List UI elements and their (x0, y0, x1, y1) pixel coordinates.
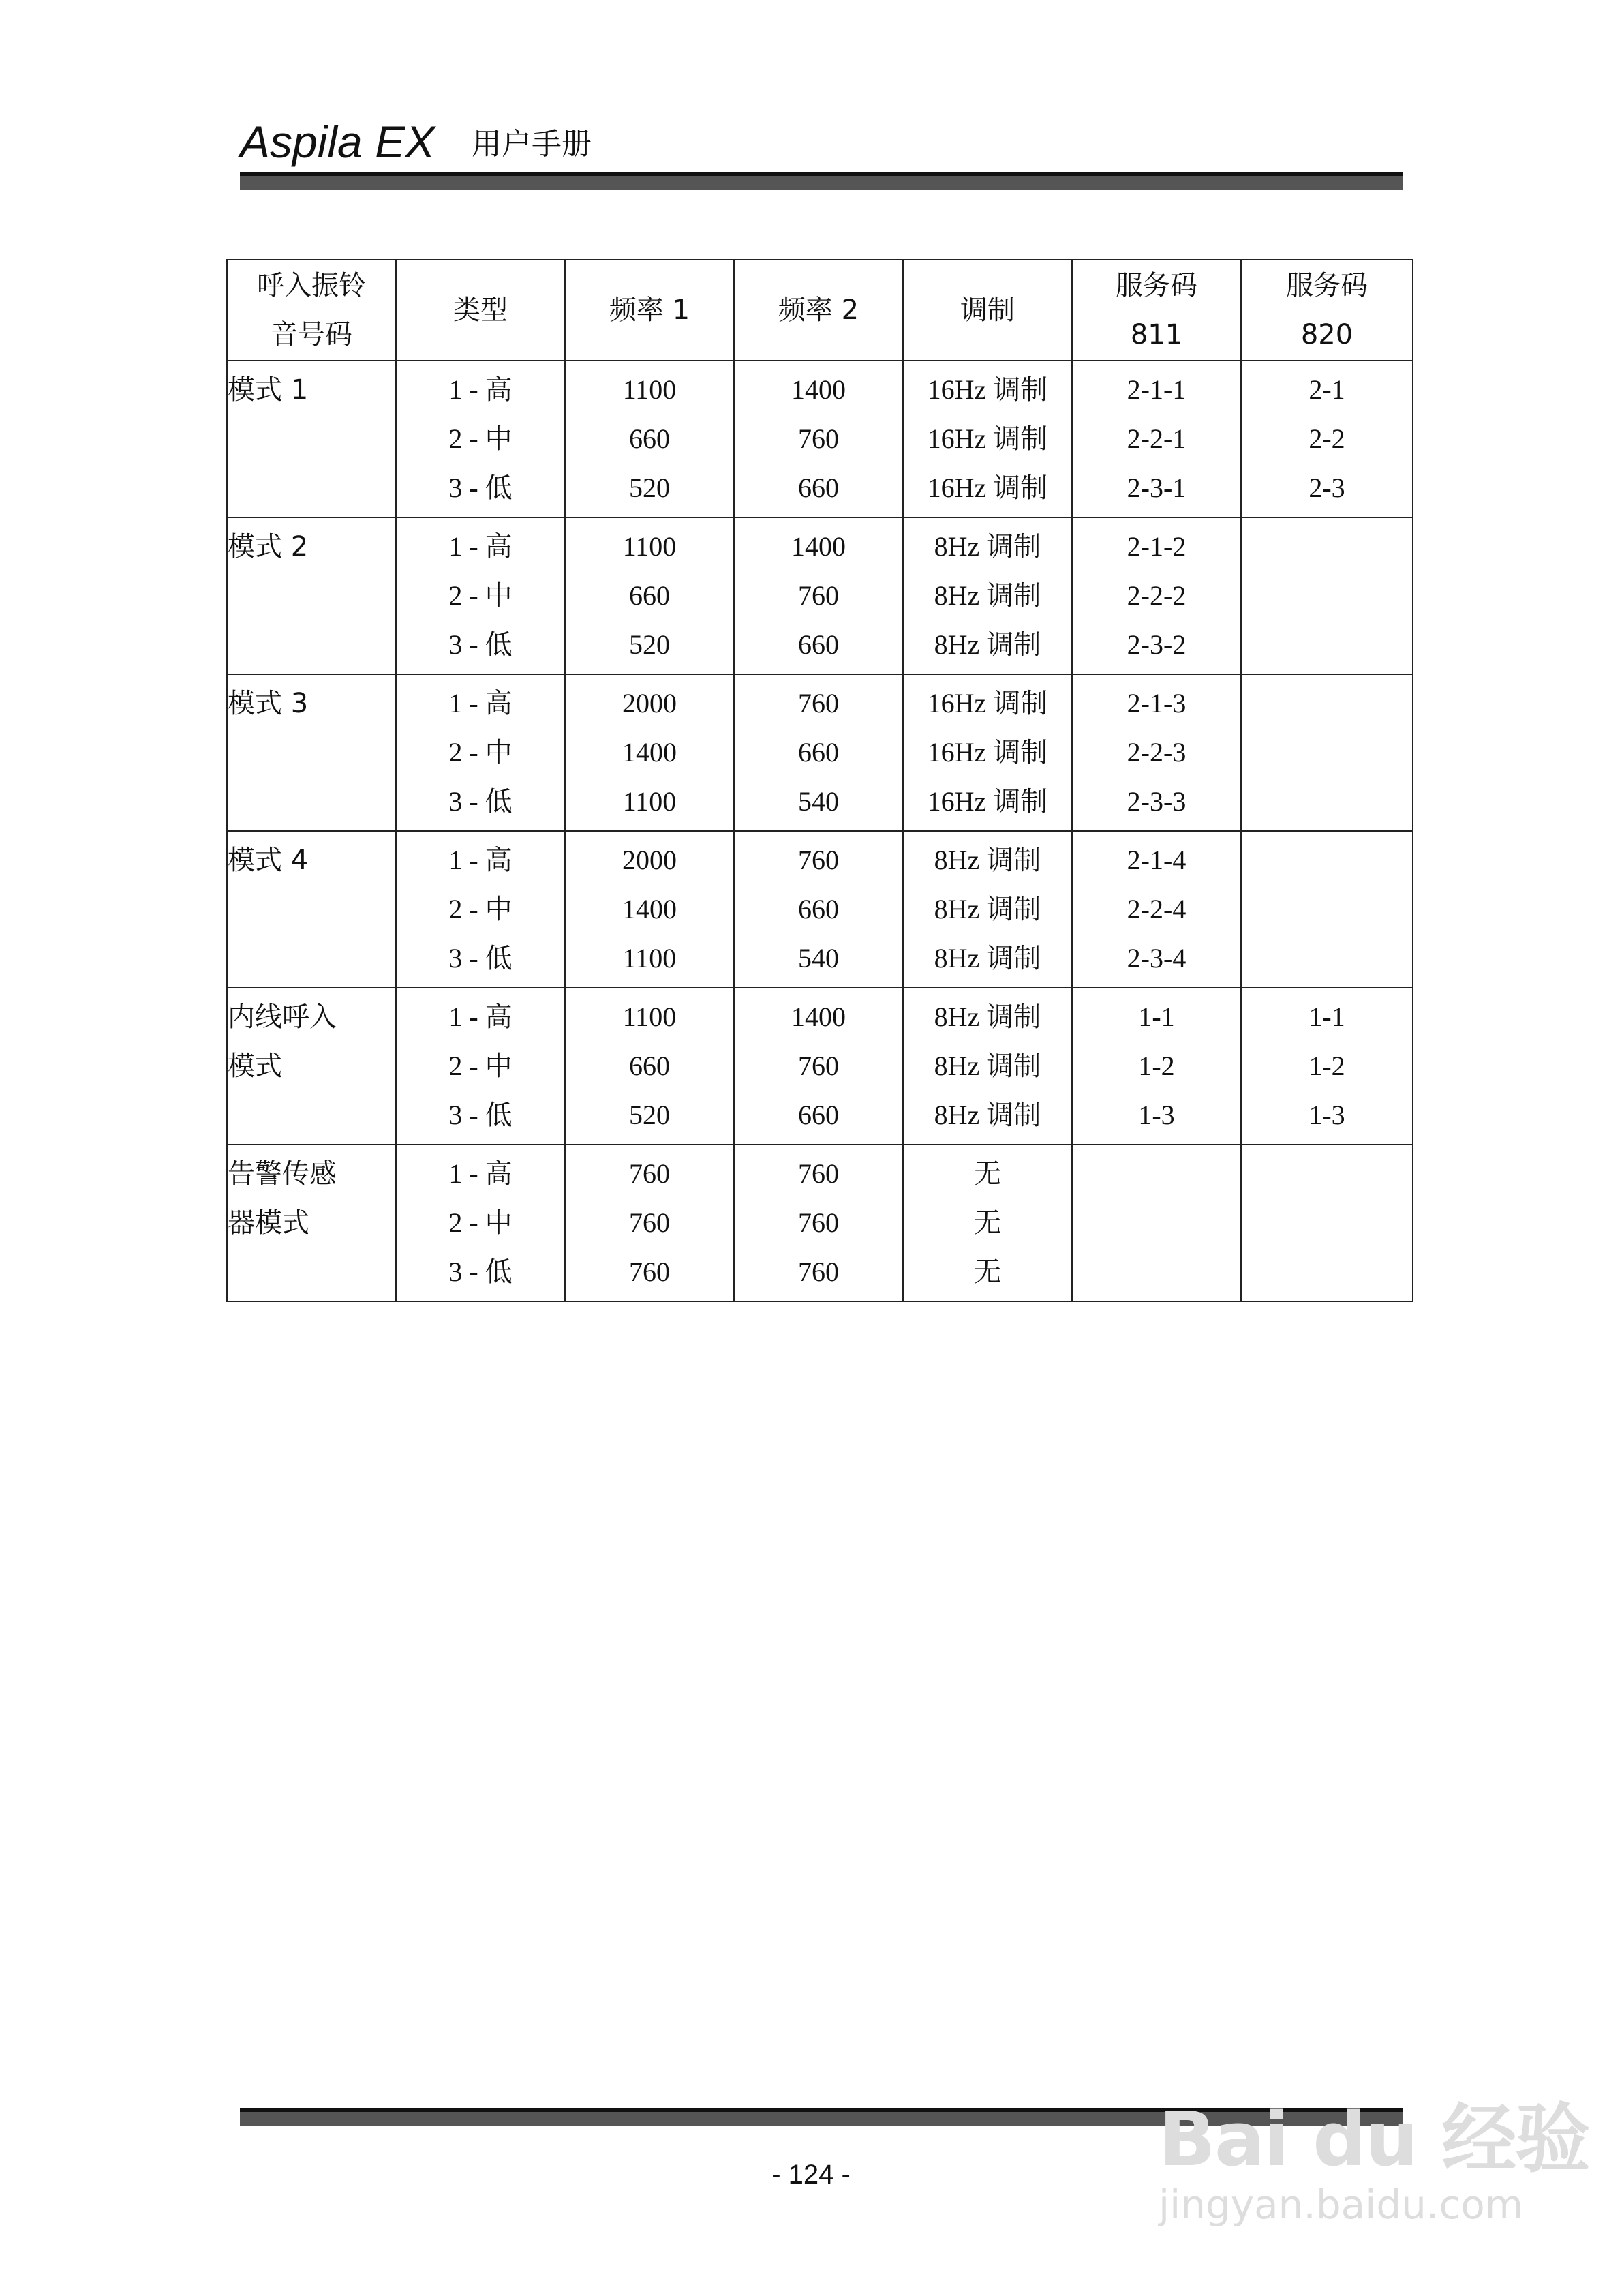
type-cell-line: 1 - 高 (448, 845, 512, 875)
header-label: 呼入振铃 (257, 270, 366, 301)
service-820-cell-line: 2-3 (1309, 472, 1345, 503)
freq1-cell-line: 1100 (622, 786, 677, 817)
type-cell-line: 1 - 高 (448, 688, 512, 719)
type-cell-line: 2 - 中 (448, 737, 512, 768)
service-820-cell-line: 2-1 (1309, 374, 1345, 405)
mode-cell-line: 器模式 (228, 1207, 309, 1239)
type-cell-line: 2 - 中 (448, 1051, 512, 1081)
freq1-cell-line: 1100 (622, 943, 677, 973)
service-811-cell (1072, 1145, 1241, 1301)
watermark-brand: Bai du 经验 (1159, 2096, 1589, 2183)
freq2-cell-line: 660 (798, 894, 839, 924)
service-820-cell (1241, 1145, 1413, 1301)
modulation-cell-line: 8Hz 调制 (934, 943, 1041, 973)
service-811-cell (1072, 988, 1241, 1145)
modulation-cell (903, 517, 1072, 674)
service-811-cell-line: 2-2-3 (1127, 737, 1187, 768)
freq2-cell-line: 660 (798, 737, 839, 768)
table-row (227, 831, 1413, 988)
header-label: 频率 1 (609, 294, 690, 326)
header-label: 调制 (960, 294, 1015, 326)
freq2-cell-line: 540 (798, 943, 839, 973)
freq1-cell-line: 1100 (622, 374, 677, 405)
modulation-cell (903, 831, 1072, 988)
modulation-cell-line: 无 (974, 1207, 1001, 1238)
modulation-cell-line: 8Hz 调制 (934, 629, 1041, 660)
freq2-cell-line: 760 (798, 845, 839, 875)
modulation-cell-line: 16Hz 调制 (927, 737, 1048, 768)
type-cell-line: 1 - 高 (448, 1001, 512, 1032)
type-cell (396, 831, 565, 988)
freq1-cell-line: 660 (629, 580, 670, 611)
type-cell-line: 1 - 高 (448, 531, 512, 562)
freq2-cell (734, 517, 903, 674)
header-ring-code (227, 260, 396, 361)
modulation-cell (903, 1145, 1072, 1301)
service-811-cell (1072, 361, 1241, 517)
service-811-cell-line: 2-3-1 (1127, 472, 1187, 503)
mode-cell-line: 模式 3 (228, 688, 309, 719)
freq2-cell-line: 760 (798, 580, 839, 611)
service-811-cell-line: 2-1-1 (1127, 374, 1187, 405)
freq1-cell (565, 674, 734, 831)
service-811-cell (1072, 517, 1241, 674)
mode-cell (227, 988, 396, 1145)
service-811-cell-line: 2-2-4 (1127, 894, 1187, 924)
service-820-cell-line: 2-2 (1309, 423, 1345, 454)
header-service-820 (1241, 260, 1413, 361)
service-820-cell (1241, 361, 1413, 517)
modulation-cell-line: 8Hz 调制 (934, 1051, 1041, 1081)
mode-cell-line: 模式 1 (228, 374, 309, 406)
freq1-cell-line: 1400 (622, 737, 677, 768)
freq2-cell (734, 1145, 903, 1301)
type-cell-line: 2 - 中 (448, 1207, 512, 1238)
service-820-cell-line: 1-3 (1309, 1100, 1345, 1130)
freq2-cell (734, 361, 903, 517)
freq2-cell-line: 760 (798, 1051, 839, 1081)
freq2-cell-line: 1400 (791, 1001, 846, 1032)
freq1-cell (565, 988, 734, 1145)
table-header-row (227, 260, 1413, 361)
header-label: 820 (1300, 319, 1353, 350)
freq2-cell-line: 760 (798, 423, 839, 454)
page-number: - 124 - (771, 2160, 851, 2190)
freq1-cell-line: 1100 (622, 531, 677, 562)
service-811-cell-line: 2-3-2 (1127, 629, 1187, 660)
header-rule (240, 172, 1403, 190)
freq2-cell-line: 760 (798, 688, 839, 719)
header-label: 811 (1130, 319, 1183, 350)
modulation-cell (903, 674, 1072, 831)
header-label: 音号码 (271, 319, 352, 350)
page-header (240, 115, 1398, 169)
type-cell-line: 3 - 低 (448, 629, 512, 660)
freq2-cell (734, 831, 903, 988)
type-cell (396, 674, 565, 831)
mode-cell (227, 361, 396, 517)
service-811-cell-line: 2-3-3 (1127, 786, 1187, 817)
service-820-cell-line: 1-2 (1309, 1051, 1345, 1081)
service-811-cell-line: 2-2-1 (1127, 423, 1187, 454)
modulation-cell-line: 16Hz 调制 (927, 423, 1048, 454)
freq2-cell-line: 760 (798, 1207, 839, 1238)
freq1-cell-line: 2000 (622, 688, 677, 719)
modulation-cell-line: 8Hz 调制 (934, 1100, 1041, 1130)
type-cell-line: 1 - 高 (448, 374, 512, 405)
type-cell (396, 361, 565, 517)
freq1-cell-line: 660 (629, 423, 670, 454)
service-811-cell (1072, 831, 1241, 988)
service-811-cell-line: 1-1 (1138, 1001, 1175, 1032)
freq1-cell-line: 2000 (622, 845, 677, 875)
modulation-cell (903, 988, 1072, 1145)
mode-cell-line: 告警传感 (228, 1158, 337, 1190)
freq2-cell (734, 988, 903, 1145)
type-cell-line: 3 - 低 (448, 472, 512, 503)
header-freq1 (565, 260, 734, 361)
service-820-cell (1241, 674, 1413, 831)
type-cell (396, 517, 565, 674)
mode-cell-line: 模式 4 (228, 845, 309, 876)
modulation-cell-line: 8Hz 调制 (934, 845, 1041, 875)
modulation-cell-line: 16Hz 调制 (927, 688, 1048, 719)
header-label: 频率 2 (778, 294, 859, 326)
freq1-cell-line: 1400 (622, 894, 677, 924)
service-820-cell (1241, 988, 1413, 1145)
freq1-cell (565, 361, 734, 517)
modulation-cell-line: 16Hz 调制 (927, 472, 1048, 503)
service-811-cell-line: 2-3-4 (1127, 943, 1187, 973)
table-row (227, 1145, 1413, 1301)
modulation-cell-line: 无 (974, 1158, 1001, 1189)
freq1-cell-line: 760 (629, 1207, 670, 1238)
service-811-cell-line: 1-3 (1138, 1100, 1175, 1130)
service-811-cell-line: 2-2-2 (1127, 580, 1187, 611)
freq1-cell-line: 660 (629, 1051, 670, 1081)
freq2-cell-line: 1400 (791, 374, 846, 405)
mode-cell (227, 517, 396, 674)
freq1-cell (565, 1145, 734, 1301)
type-cell (396, 988, 565, 1145)
header-service-811 (1072, 260, 1241, 361)
service-820-cell-line: 1-1 (1309, 1001, 1345, 1032)
service-820-cell (1241, 517, 1413, 674)
header-label: 服务码 (1286, 270, 1368, 301)
mode-cell-line: 模式 2 (228, 531, 309, 562)
mode-cell-line: 内线呼入 (228, 1001, 337, 1033)
freq1-cell-line: 760 (629, 1256, 670, 1287)
type-cell-line: 2 - 中 (448, 894, 512, 924)
mode-cell-line: 模式 (228, 1051, 282, 1082)
mode-cell (227, 674, 396, 831)
header-label: 服务码 (1116, 270, 1197, 301)
freq2-cell-line: 1400 (791, 531, 846, 562)
table-row (227, 988, 1413, 1145)
freq2-cell-line: 540 (798, 786, 839, 817)
type-cell-line: 2 - 中 (448, 580, 512, 611)
mode-cell (227, 831, 396, 988)
freq2-cell-line: 760 (798, 1158, 839, 1189)
header-type (396, 260, 565, 361)
modulation-cell (903, 361, 1072, 517)
freq2-cell-line: 660 (798, 629, 839, 660)
type-cell-line: 1 - 高 (448, 1158, 512, 1189)
table-body (227, 361, 1413, 1301)
type-cell-line: 3 - 低 (448, 1256, 512, 1287)
manual-subtitle: 用户手册 (472, 127, 592, 162)
freq1-cell-line: 520 (629, 629, 670, 660)
type-cell-line: 3 - 低 (448, 786, 512, 817)
freq2-cell-line: 760 (798, 1256, 839, 1287)
table-row (227, 674, 1413, 831)
service-811-cell (1072, 674, 1241, 831)
modulation-cell-line: 无 (974, 1256, 1001, 1287)
mode-cell (227, 1145, 396, 1301)
modulation-cell-line: 8Hz 调制 (934, 894, 1041, 924)
header-freq2 (734, 260, 903, 361)
modulation-cell-line: 8Hz 调制 (934, 580, 1041, 611)
header-modulation (903, 260, 1072, 361)
freq2-cell-line: 660 (798, 472, 839, 503)
type-cell-line: 2 - 中 (448, 423, 512, 454)
freq1-cell-line: 520 (629, 1100, 670, 1130)
service-820-cell (1241, 831, 1413, 988)
freq2-cell-line: 660 (798, 1100, 839, 1130)
type-cell-line: 3 - 低 (448, 943, 512, 973)
modulation-cell-line: 8Hz 调制 (934, 1001, 1041, 1032)
freq1-cell-line: 760 (629, 1158, 670, 1189)
freq2-cell (734, 674, 903, 831)
modulation-cell-line: 16Hz 调制 (927, 786, 1048, 817)
watermark-url: jingyan.baidu.com (1159, 2181, 1524, 2228)
table-row (227, 361, 1413, 517)
modulation-cell-line: 8Hz 调制 (934, 531, 1041, 562)
freq1-cell-line: 520 (629, 472, 670, 503)
service-811-cell-line: 2-1-2 (1127, 531, 1187, 562)
brand-title: Aspila EX (240, 117, 435, 167)
service-811-cell-line: 2-1-4 (1127, 845, 1187, 875)
service-811-cell-line: 1-2 (1138, 1051, 1175, 1081)
service-811-cell-line: 2-1-3 (1127, 688, 1187, 719)
type-cell-line: 3 - 低 (448, 1100, 512, 1130)
table-row (227, 517, 1413, 674)
modulation-cell-line: 16Hz 调制 (927, 374, 1048, 405)
freq1-cell (565, 831, 734, 988)
freq1-cell (565, 517, 734, 674)
type-cell (396, 1145, 565, 1301)
freq1-cell-line: 1100 (622, 1001, 677, 1032)
ring-tone-table (226, 259, 1413, 1302)
header-label: 类型 (453, 294, 508, 326)
